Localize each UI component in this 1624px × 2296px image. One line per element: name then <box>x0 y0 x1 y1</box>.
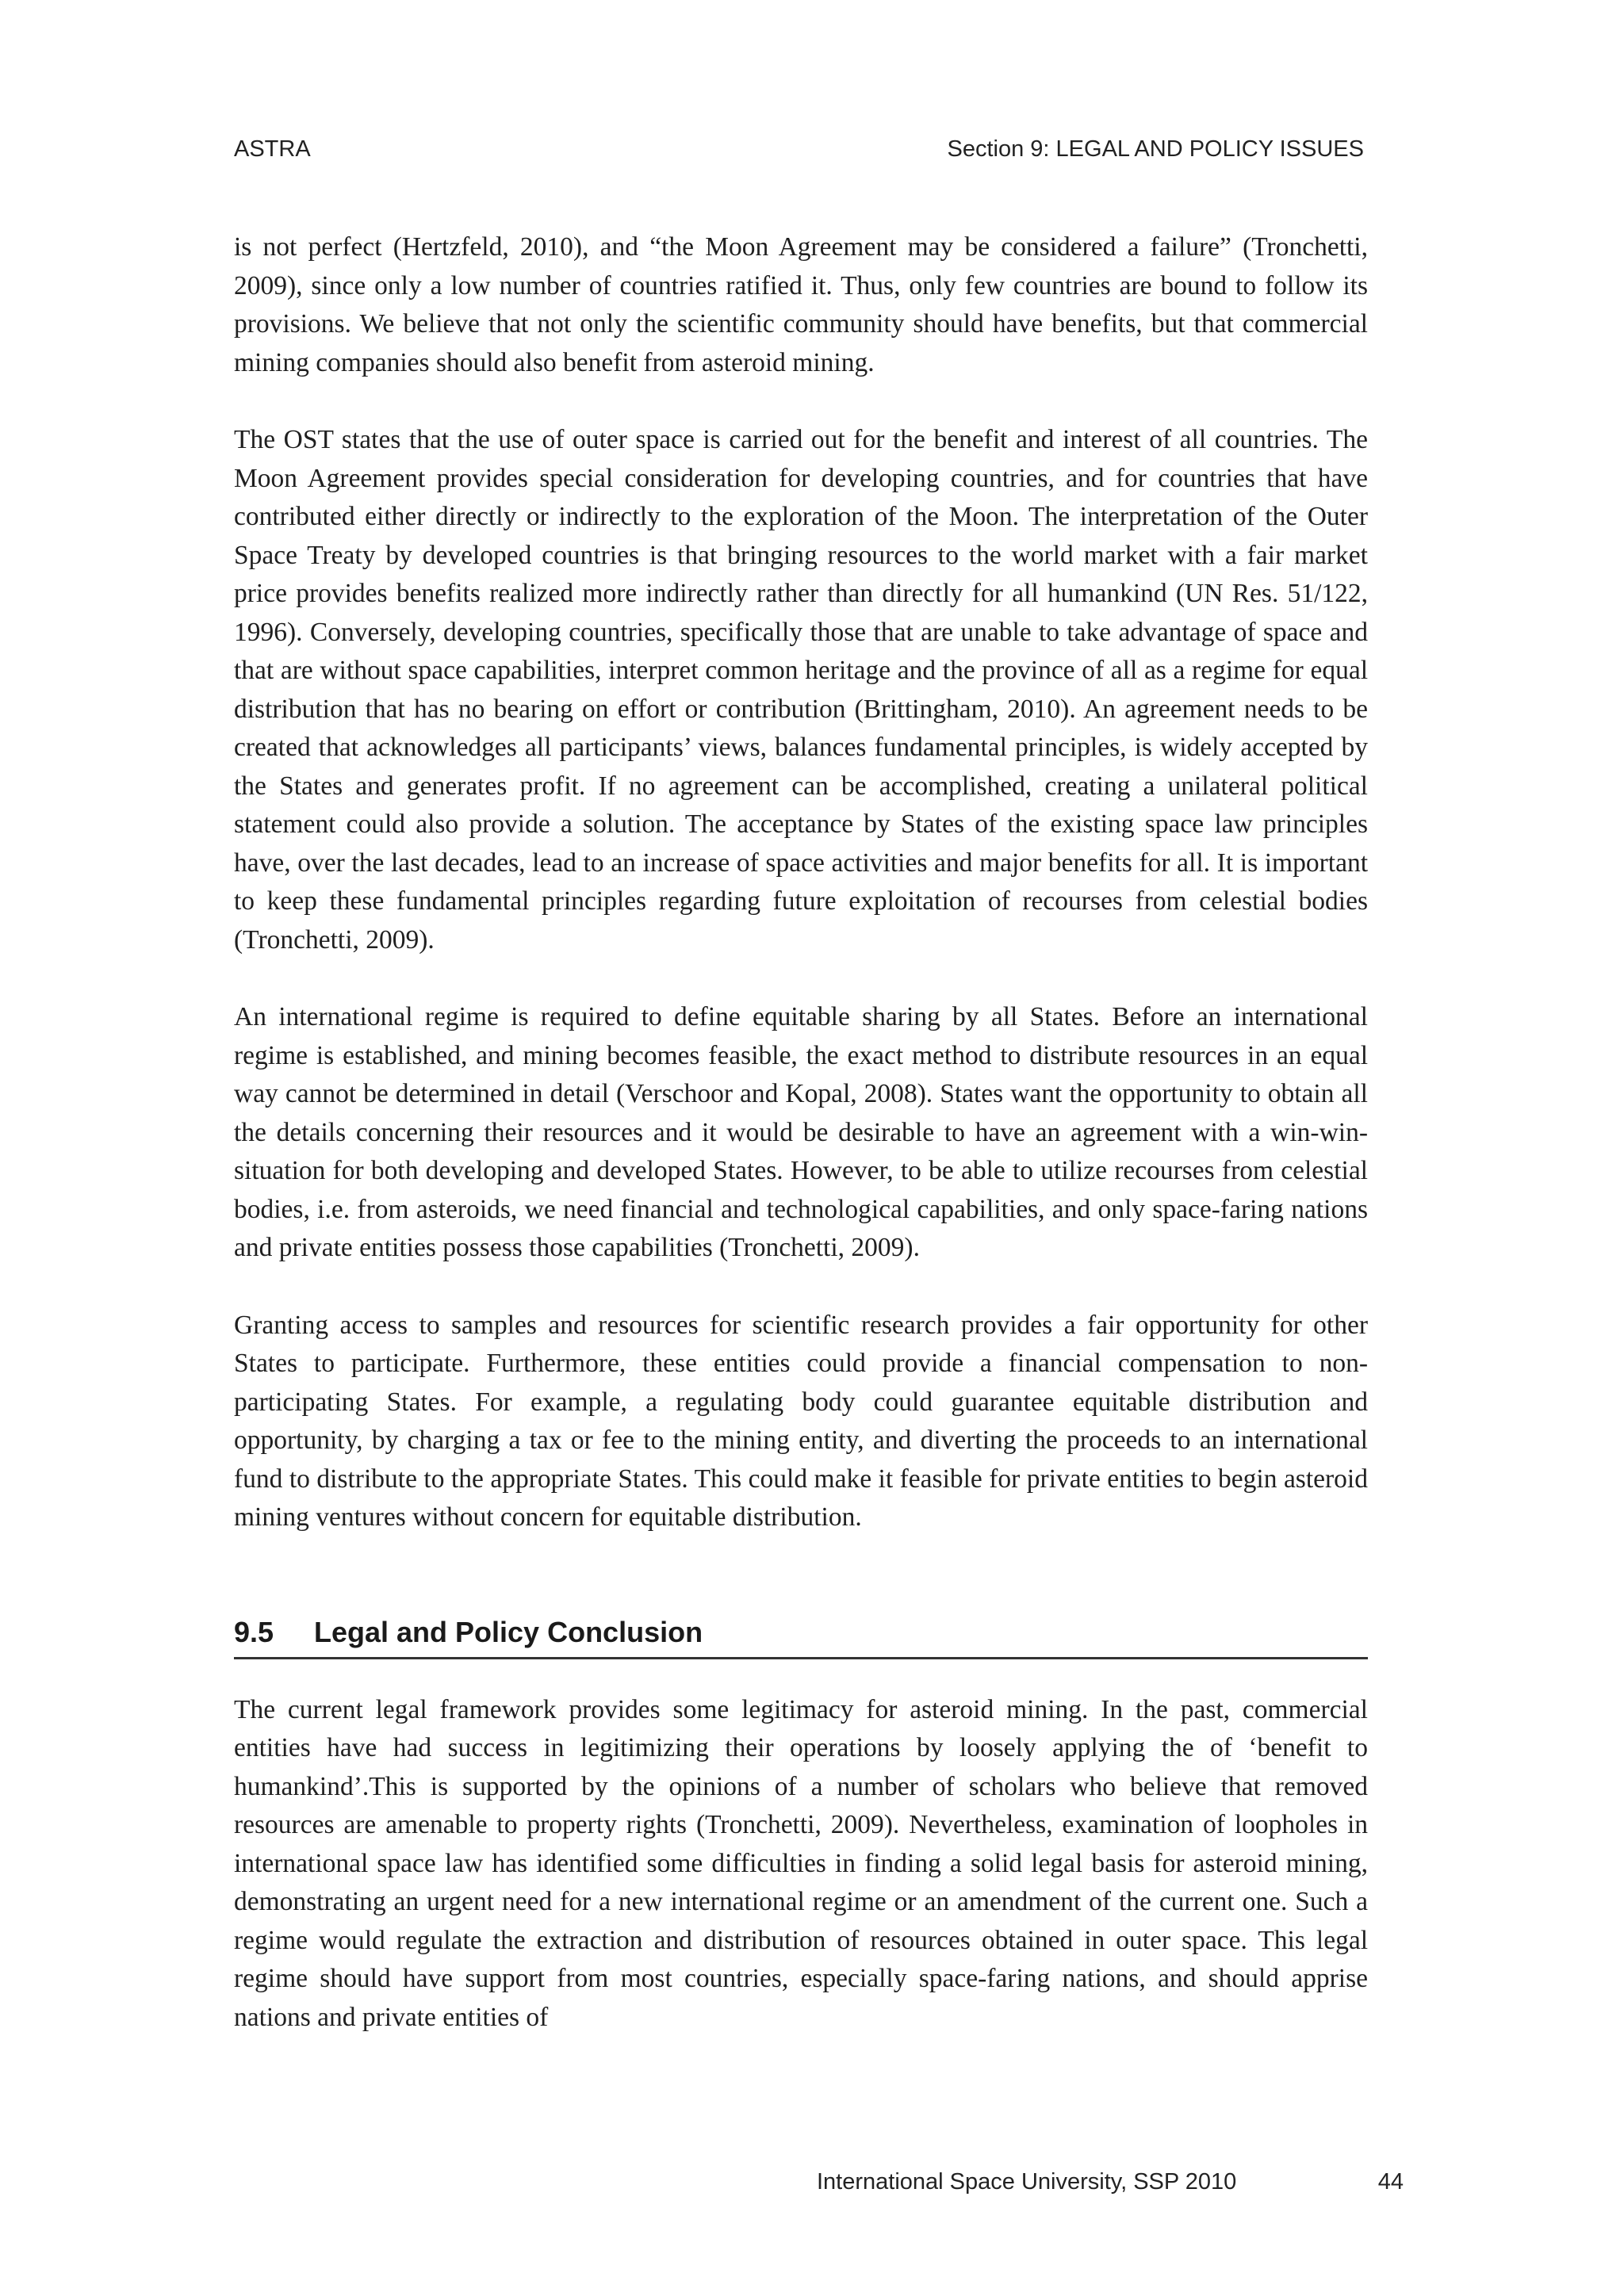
page-number: 44 <box>1377 2169 1404 2195</box>
running-header-left: ASTRA <box>234 136 311 162</box>
section-number: 9.5 <box>234 1615 274 1648</box>
footer-text: International Space University, SSP 2010 <box>817 2169 1237 2195</box>
section-title: Legal and Policy Conclusion <box>314 1615 703 1648</box>
body-paragraph: Granting access to samples and resources for scientific research provides a fair opportunity for other States to participate. Furthermore, these entities could provide a financial compensation to non-participating States. For example, a regulating body could guarantee equitable distribution and opportunity, by charging a tax or fee to the mining entity, and diverting the proceeds to an international fund to distribute to the appropriate States. This could make it feasible for private entities to begin asteroid mining ventures without concern for equitable distribution. <box>234 1310 1368 1532</box>
section-heading <box>234 1613 1368 1659</box>
section-paragraph: The current legal framework provides some legitimacy for asteroid mining. In the past, commercial entities have had success in legitimizing their operations by loosely applying the of ‘benefit to humankind’.This is supported by the opinions of a number of scholars who believe that removed resources are amenable to property rights (Tronchetti, 2009). Nevertheless, examination of loopholes in international space law has identified some difficulties in finding a solid legal basis for asteroid mining, demonstrating an urgent need for a new international regime or an amendment of the current one. Such a regime would regulate the extraction and distribution of resources obtained in outer space. This legal regime should have support from most countries, especially space-faring nations, and should apprise nations and private entities of <box>234 1694 1368 2032</box>
body-paragraph: is not perfect (Hertzfeld, 2010), and “the Moon Agreement may be considered a failure” (Tronchetti, 2009), since only a low number of countries ratified it. Thus, only few countries are bound to follow its provisions. We believe that not only the scientific community should have benefits, but that commercial mining companies should also benefit from asteroid mining. <box>234 232 1368 377</box>
running-header-right: Section 9: LEGAL AND POLICY ISSUES <box>947 136 1364 162</box>
body-paragraph: The OST states that the use of outer space is carried out for the benefit and interest of all countries. The Moon Agreement provides special consideration for developing countries, and for countries that have contributed either directly or indirectly to the exploration of the Moon. The interpretation of the Outer Space Treaty by developed countries is that bringing resources to the world market with a fair market price provides benefits realized more indirectly rather than directly for all humankind (UN Res. 51/122, 1996). Conversely, developing countries, specifically those that are unable to take advantage of space and that are without space capabilities, interpret common heritage and the province of all as a regime for equal distribution that has no bearing on effort or contribution (Brittingham, 2010). An agreement needs to be created that acknowledges all participants’ views, balances fundamental principles, is widely accepted by the States and generates profit. If no agreement can be accomplished, creating a unilateral political statement could also provide a solution. The acceptance by States of the existing space law principles have, over the last decades, lead to an increase of space activities and major benefits for all. It is important to keep these fundamental principles regarding future exploitation of recourses from celestial bodies (Tronchetti, 2009). <box>234 425 1368 955</box>
main-content <box>234 228 1368 2076</box>
body-paragraph: An international regime is required to define equitable sharing by all States. Before an international regime is established, and mining becomes feasible, the exact method to distribute resources in an equal way cannot be determined in detail (Verschoor and Kopal, 2008). States want the opportunity to obtain all the details concerning their resources and it would be desirable to have an agreement with a win-win-situation for both developing and developed States. However, to be able to utilize recourses from celestial bodies, i.e. from asteroids, we need financial and technological capabilities, and only space-faring nations and private entities possess those capabilities (Tronchetti, 2009). <box>234 1002 1368 1262</box>
